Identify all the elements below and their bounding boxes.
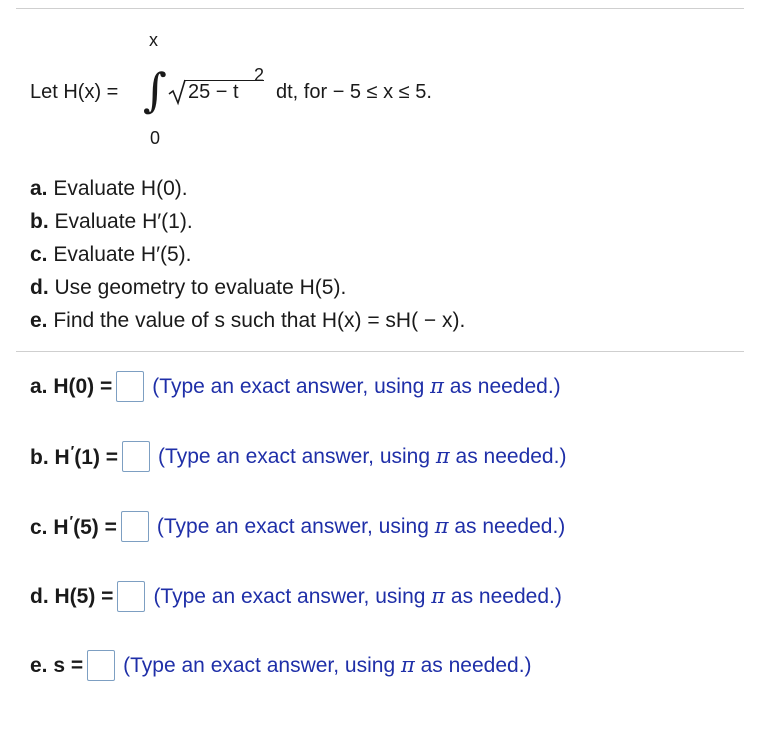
answer-input-c[interactable]: [121, 511, 149, 542]
answer-row-c: [30, 511, 565, 542]
answer-label-d: d. H(5) =: [30, 584, 114, 608]
answer-row-a: [30, 371, 561, 402]
let-label: Let H(x) =: [30, 81, 119, 103]
answer-hint-a: (Type an exact answer, using π as needed.): [152, 374, 561, 398]
answer-input-d[interactable]: [117, 581, 145, 612]
answer-label-a: a. H(0) =: [30, 374, 113, 398]
radicand-exponent: 2: [254, 65, 265, 85]
part-b: b. Evaluate H′(1).: [30, 210, 193, 233]
answer-hint-e: (Type an exact answer, using π as needed.): [123, 653, 532, 677]
upper-limit: x: [149, 30, 158, 50]
answer-input-b[interactable]: [122, 441, 150, 472]
part-a: a. Evaluate H(0).: [30, 177, 188, 200]
answer-hint-b: (Type an exact answer, using π as needed.): [158, 444, 567, 468]
integral-rest: dt, for − 5 ≤ x ≤ 5.: [276, 81, 432, 103]
part-d: d. Use geometry to evaluate H(5).: [30, 276, 347, 299]
answer-hint-c: (Type an exact answer, using π as needed.): [156, 514, 566, 538]
top-divider: [16, 8, 744, 9]
part-e: e. Find the value of s such that H(x) = sH( − x).: [30, 309, 466, 332]
answer-row-b: [30, 441, 566, 472]
answer-row-d: [30, 581, 562, 612]
answer-input-e[interactable]: [87, 650, 115, 681]
section-divider: [16, 351, 744, 352]
parts-list: [30, 172, 465, 337]
answer-hint-d: (Type an exact answer, using π as needed.): [153, 584, 562, 608]
answer-row-e: [30, 650, 532, 681]
part-c: c. Evaluate H′(5).: [30, 243, 192, 266]
answer-label-b: b. H′(1) =: [30, 443, 119, 469]
answer-label-e: e. s =: [30, 653, 84, 677]
integral-sign: ∫: [143, 63, 167, 117]
radicand-base: 25 − t: [188, 81, 239, 103]
lower-limit: 0: [150, 128, 161, 148]
sqrt-icon: [168, 78, 186, 106]
answer-input-a[interactable]: [116, 371, 144, 402]
answer-label-c: c. H′(5) =: [30, 513, 117, 539]
